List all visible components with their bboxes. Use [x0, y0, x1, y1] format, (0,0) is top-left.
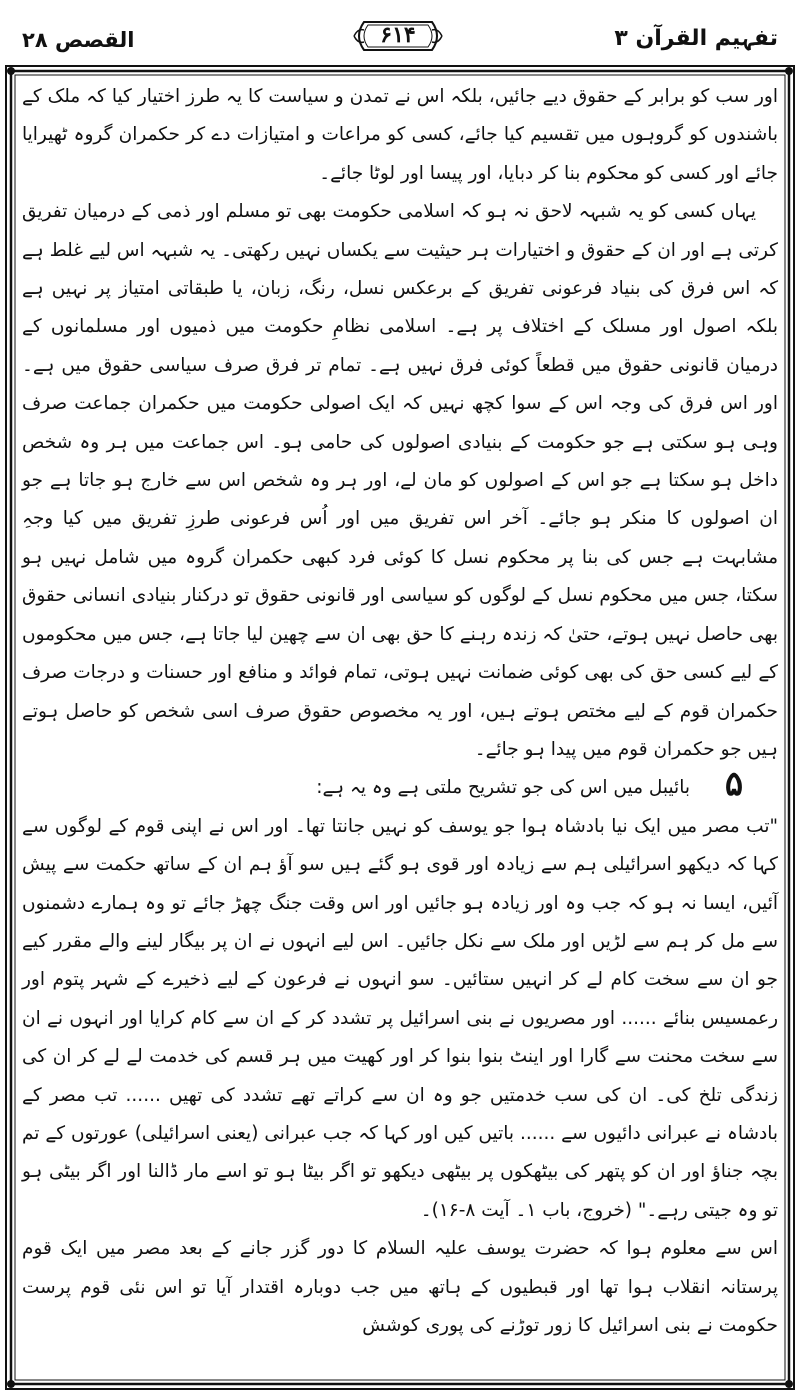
bible-quotation: "تب مصر میں ایک نیا بادشاہ ہوا جو یوسف کو نہیں جانتا تھا۔ اور اس نے اپنی قوم کے لوگوں سے کہا کہ دیکھو اسرائیلی ہم سے زیادہ اور قوی ہو گئے ہیں سو آؤ ہم ان کے ساتھ حکمت سے پیش آئیں، ایسا نہ ہو کہ جب وہ اور زیادہ ہو جائیں اور اس وقت جنگ چھڑ جائے تو وہ ہمارے دشمنوں سے مل کر ہم سے لڑیں اور ملک سے نکل جائیں۔ اس لیے انہوں نے ان پر بیگار لینے والے مقرر کیے جو ان سے سخت کام لے کر انہیں ستائیں۔ سو انہوں نے فرعون کے لیے ذخیرے کے شہر پتوم اور رعمسیس بنائے ...... اور مصریوں نے بنی اسرائیل پر تشدد کر کے ان سے کام کرایا اور انہوں نے ان سے سخت محنت سے گارا اور اینٹ بنوا بنوا کر اور کھیت میں ہر قسم کی خدمت لے لے کر ان کی زندگی تلخ کی۔ ان کی سب خدمتیں جو وہ ان سے کراتے تھے تشدد کی تھیں ...... تب مصر کے بادشاہ نے عبرانی دائیوں سے ...... باتیں کیں اور کہا کہ جب عبرانی (یعنی اسرائیلی) عورتوں کے تم بچہ جناؤ اور ان کو پتھر کی بیٹھکوں پر بیٹھی دیکھو تو اگر بیٹا ہو تو اسے مار ڈالنا اور اگر بیٹی ہو تو وہ جیتی رہے۔" (خروج، باب ۱۔ آیت ۸-۱۶)۔ [22, 815, 778, 1221]
paragraph-objection: یہاں کسی کو یہ شبہہ لاحق نہ ہو کہ اسلامی حکومت بھی تو مسلم اور ذمی کے درمیان تفریق کرتی ہے اور ان کے حقوق و اختیارات ہر حیثیت سے یکساں نہیں رکھتی۔ یہ شبہہ اس لیے غلط ہے کہ اس فرق کی بنیاد فرعونی تفریق کے برعکس نسل، رنگ، زبان، یا طبقاتی امتیاز پر نہیں ہے بلکہ اصول اور مسلک کے اختلاف پر ہے۔ اسلامی نظامِ حکومت میں ذمیوں اور مسلمانوں کے درمیان قانونی حقوق میں قطعاً کوئی فرق نہیں ہے۔ تمام تر فرق صرف سیاسی حقوق میں ہے۔ اور اس فرق کی وجہ اس کے سوا کچھ نہیں کہ ایک اصولی حکومت میں حکمران جماعت صرف وہی ہو سکتی ہے جو حکومت کے بنیادی اصولوں کی حامی ہو۔ اس جماعت میں ہر وہ شخص داخل ہو سکتا ہے جو اس کے اصولوں کو مان لے، اور ہر وہ شخص اس سے خارج ہو جاتا ہے جو ان اصولوں کا منکر ہو جائے۔ آخر اس تفریق میں اور اُس فرعونی طرزِ تفریق میں کیا وجہِ مشابہت ہے جس کی بنا پر محکوم نسل کا کوئی فرد کبھی حکمران گروہ میں شامل نہیں ہو سکتا، جس میں محکوم نسل کے لوگوں کو سیاسی اور قانونی حقوق تو درکنار بنیادی انسانی حقوق بھی حاصل نہیں ہوتے، حتیٰ کہ زندہ رہنے کا حق بھی ان سے چھین لیا جاتا ہے، جس میں محکوموں کے لیے کسی حق کی بھی کوئی ضمانت نہیں ہوتی، تمام فوائد و منافع اور حسنات و درجات صرف حکمران قوم کے لیے مختص ہوتے ہیں، اور یہ مخصوص حقوق صرف اسی شخص کو حاصل ہوتے ہیں جو حکمران قوم میں پیدا ہو جائے۔ [22, 201, 778, 760]
book-title: تفہیم القرآن ۳ [614, 26, 778, 51]
surah-reference: القصص ۲۸ [22, 28, 135, 52]
page-number: ۶۱۴ [380, 22, 416, 48]
paragraph-continuation: اور سب کو برابر کے حقوق دیے جائیں، بلکہ اس نے تمدن و سیاست کا یہ طرز اختیار کیا کہ ملک کے باشندوں کو گروہوں میں تقسیم کیا جائے، کسی کو مراعات و امتیازات دے کر حکمران گروہ ٹھیرایا جائے اور کسی کو محکوم بنا کر دبایا، اور پیسا اور لوٹا جائے۔ [22, 86, 778, 184]
footnote-number: ۵ [724, 764, 744, 805]
page-content [22, 78, 778, 1383]
paragraph-conclusion: اس سے معلوم ہوا کہ حضرت یوسف علیہ السلام کا دور گزر جانے کے بعد مصر میں ایک قوم پرستانہ انقلاب ہوا تھا اور قبطیوں کے ہاتھ میں جب دوبارہ اقتدار آیا تو اس نئی قوم پرست حکومت نے بنی اسرائیل کا زور توڑنے کی پوری کوشش [22, 1238, 778, 1336]
footnote-intro-text: بائیبل میں اس کی جو تشریح ملتی ہے وہ یہ ہے: [316, 777, 690, 799]
footnote-intro [22, 764, 778, 807]
